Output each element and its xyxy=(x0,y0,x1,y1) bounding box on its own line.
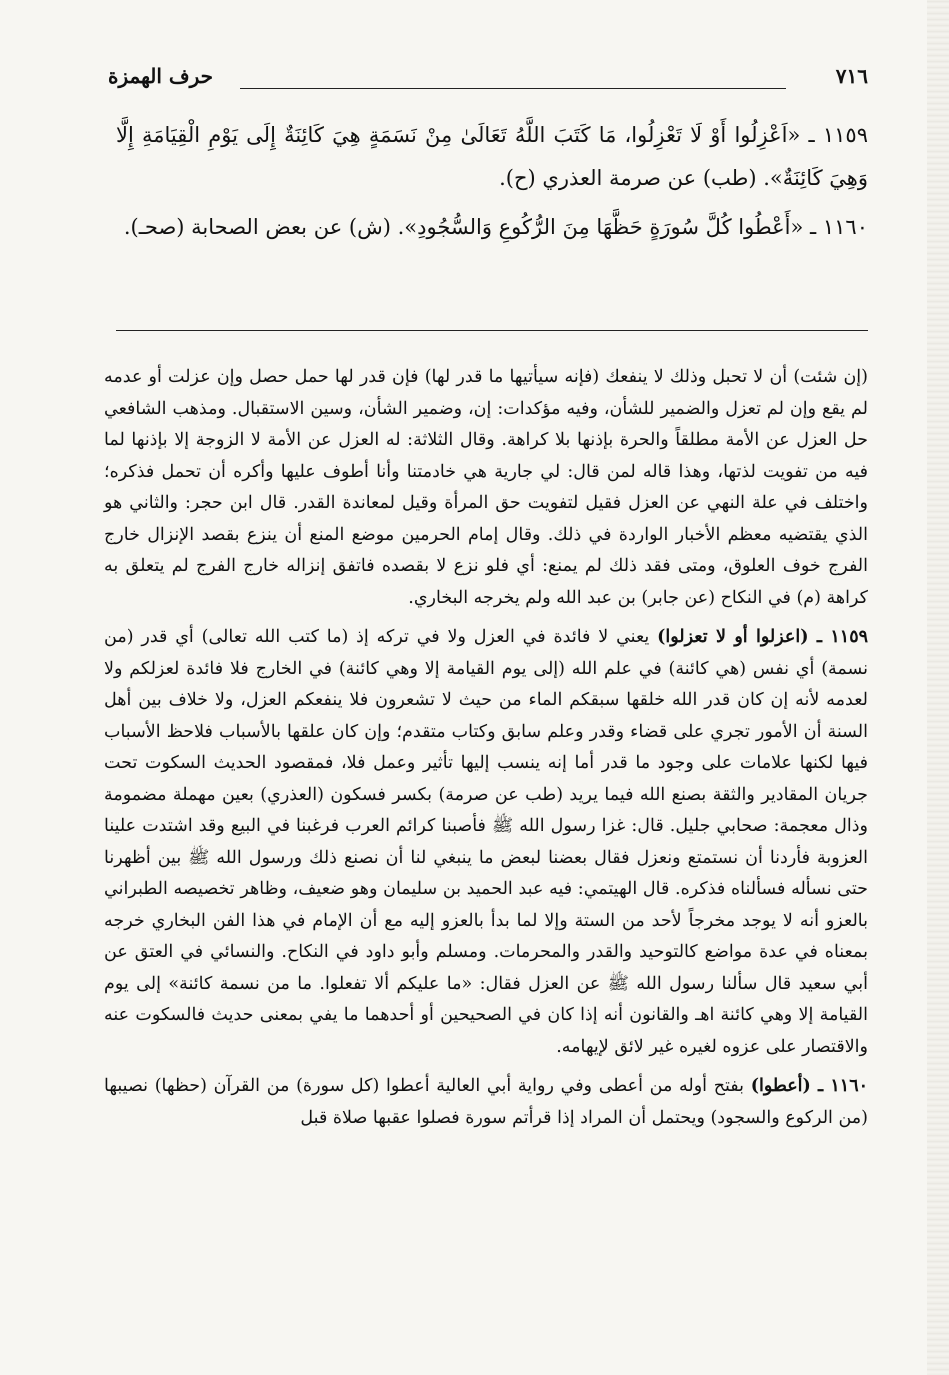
commentary-text: يعني لا فائدة في العزل ولا في تركه إذ (ما كتب الله تعالى) أي قدر (من نسمة) أي نفس (هي كائنة) في علم الله (إلى يوم القيامة إلا وهي كائنة) في الخارج فلا فائدة لعزلكم ولا لعدمه لأنه إن كان قدر الله خلقها سبقكم الماء من حيث لا تشعرون فلا ينفعكم العزل، ولا خلاف بين أهل السنة أن الأمور تجري على قضاء وقدر وعلم سابق وكتاب متقدم؛ وإن كان علقها بالأسباب فلاحظ الأسباب فيها لكنها علامات على وجود ما قدر أما إنه ينسب إليها تأثير وعمل فلا، فمقصود الحديث السكوت تحت جريان المقادير والثقة بصنع الله فيما يريد (طب عن صرمة) بكسر فسكون (العذري) بعين مهملة مضمومة وذال معجمة: صحابي جليل. قال: غزا رسول الله ﷺ فأصبنا كرائم العرب فرغبنا في البيع وقد اشتدت علينا العزوبة فأردنا أن نستمتع ونعزل فقال بعضنا لبعض ما ينبغي لنا أن نصنع ذلك ورسول الله ﷺ بين أظهرنا حتى نسأله فسألناه فذكره. قال الهيتمي: فيه عبد الحميد بن سليمان وهو ضعيف، وظاهر تخصيصه الطبراني بالعزو أنه لا يوجد مخرجاً لأحد من الستة وإلا لما بدأ بالعزو إليه مع أن الإمام في هذا الفن البخاري خرجه بمعناه في عدة مواضع كالتوحيد والقدر والمحرمات. ومسلم وأبو داود في النكاح. والنسائي في العتق عن أبي سعيد قال سألنا رسول الله ﷺ عن العزل فقال: «ما عليكم ألا تفعلوا. ما من نسمة كائنة» إلى يوم القيامة إلا وهي كائنة اهـ والقانون أنه إذا كان في الصحيحين أو أحدهما ما يفي بمعنى حديث فالسكوت عنه والاقتصار على عزوه لغيره غير لائق لإيهامه. xyxy=(104,627,868,1057)
hadith-1159: ١١٥٩ ـ «اَعْزِلُوا أَوْ لَا تَعْزِلُوا، مَا كَتَبَ اللَّهُ تَعَالَىٰ مِنْ نَسَمَةٍ هِيَ كَائِنَةٌ إِلَى يَوْمِ الْقِيَامَةِ إِلَّا وَهِيَ كَائِنَةٌ». (طب) عن صرمة العذري (ح). xyxy=(116,123,868,190)
hadith-1160: ١١٦٠ ـ «أَعْطُوا كُلَّ سُورَةٍ حَظَّهَا مِنَ الرُّكُوعِ وَالسُّجُودِ». (ش) عن بعض الصحابة (صحـ). xyxy=(123,215,868,239)
page-edge-texture xyxy=(927,0,949,1375)
commentary-paragraph-3 xyxy=(104,1071,868,1134)
header-rule xyxy=(240,88,786,89)
commentary-paragraph-1 xyxy=(104,362,868,614)
commentary-text: بفتح أوله من أعطى وفي رواية أبي العالية أعطوا (كل سورة) من القرآن (حظها) نصيبها (من الركوع والسجود) ويحتمل أن المراد إذا قرأتم سورة فصلوا عقبها صلاة قبل xyxy=(104,1076,868,1128)
commentary-lead: ١١٥٩ ـ (اعزلوا أو لا تعزلوا) xyxy=(657,627,868,647)
commentary-paragraph-2 xyxy=(104,622,868,1063)
section-title: حرف الهمزة xyxy=(108,64,214,88)
footnote-separator xyxy=(116,330,868,331)
commentary-text: (إن شئت) أن لا تحبل وذلك لا ينفعك (فإنه سيأتيها ما قدر لها) فإن قدر لها حمل حصل وإن عزلت أو عدمه لم يقع وإن لم تعزل والضمير للشأن، وفيه مؤكدات: إن، وضمير الشأن، وسين الاستقبال. ومذهب الشافعي حل العزل عن الأمة مطلقاً والحرة بإذنها بلا كراهة. وقال الثلاثة: له العزل عن الأمة لا الزوجة إلا بإذنها لما فيه من تفويت لذتها، وهذا قاله لمن قال: لي جارية هي خادمتنا وأنا أطوف عليها وأكره أن تحمل فذكره؛ واختلف في علة النهي عن العزل فقيل لتفويت حق المرأة وقيل لمعاندة القدر. قال ابن حجر: والثاني هو الذي يقتضيه معظم الأخبار الواردة في ذلك. وقال إمام الحرمين موضع المنع أن ينزع بقصد الإنزال خارج الفرج خوف العلوق، ومتى فقد ذلك لم يمنع: أي فلو نزع لا بقصده فاتفق إنزاله خارج الفرج لم يتعلق به كراهة (م) في النكاح (عن جابر) بن عبد الله ولم يخرجه البخاري. xyxy=(104,367,868,608)
commentary-block xyxy=(104,362,868,1134)
commentary-lead: ١١٦٠ ـ (أعطوا) xyxy=(750,1076,868,1096)
page-header xyxy=(108,64,868,100)
hadith-text-block xyxy=(116,114,868,249)
page-number: ٧١٦ xyxy=(835,64,868,88)
